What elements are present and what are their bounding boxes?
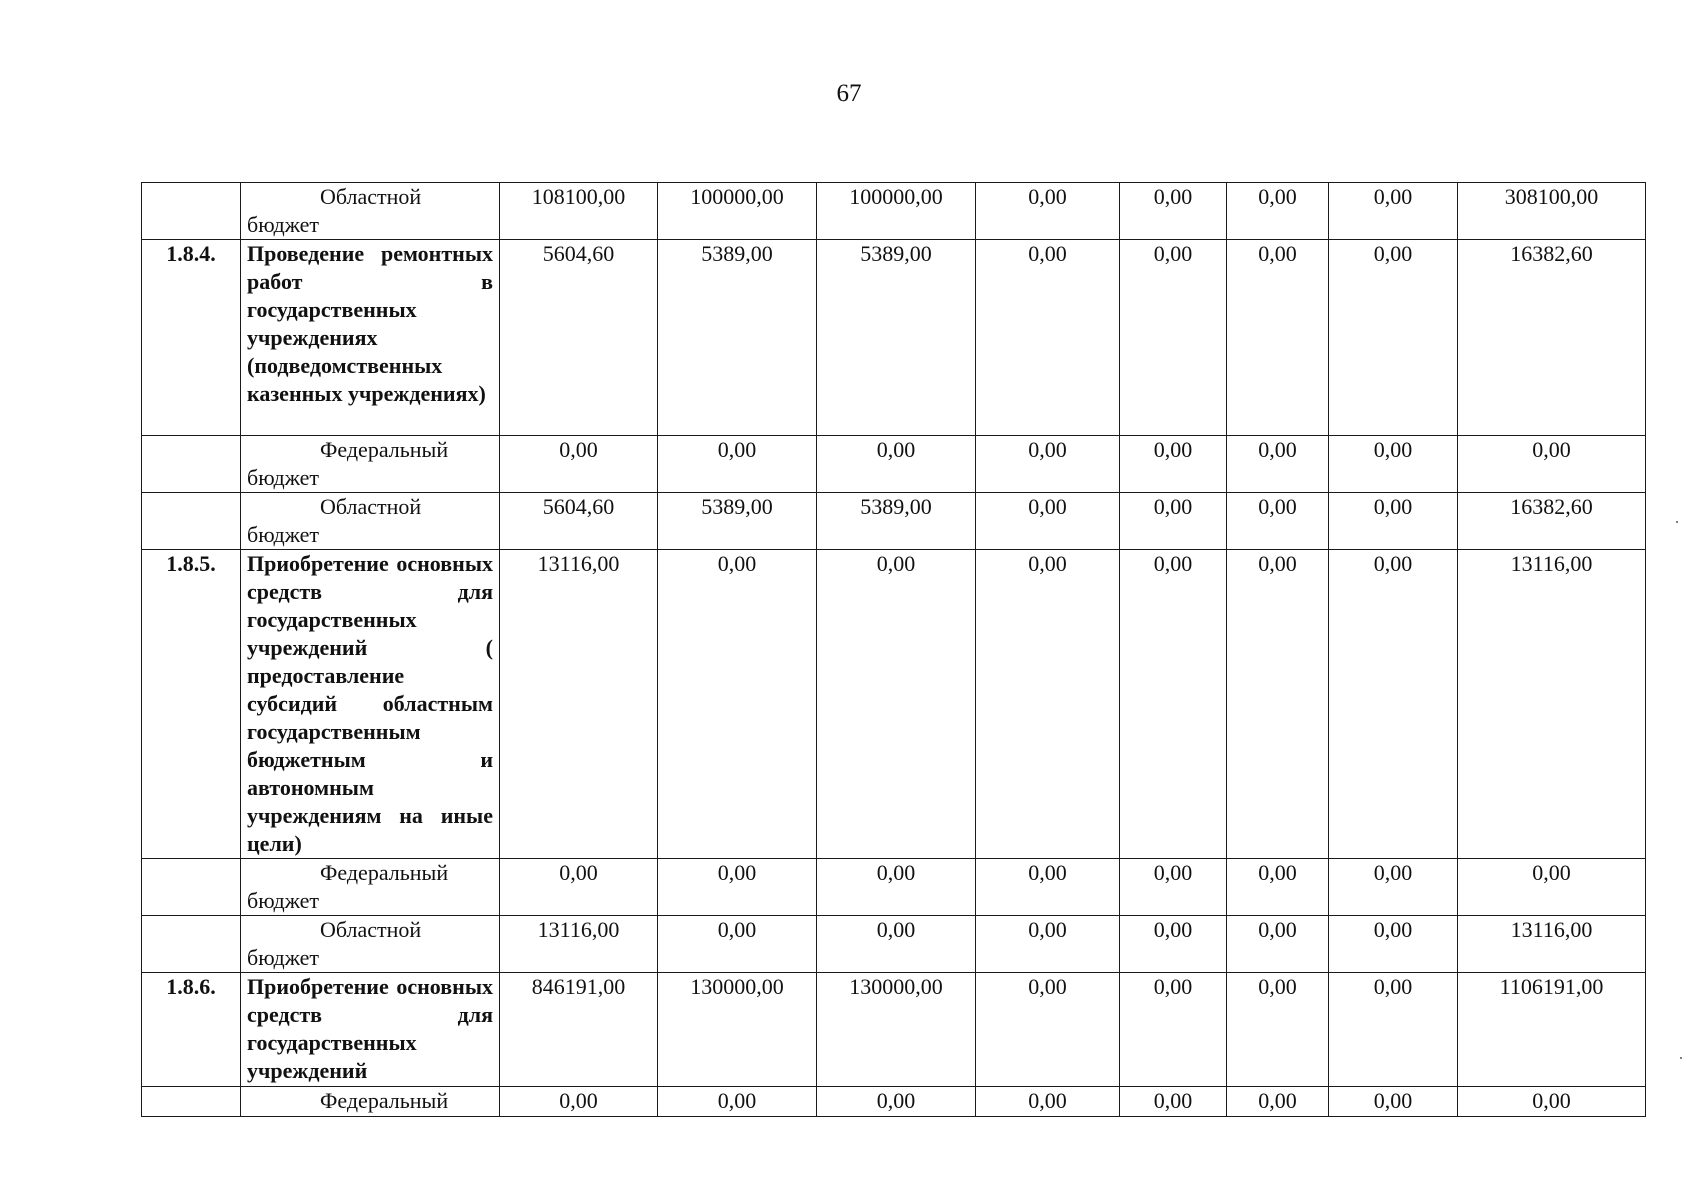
value-cell: 0,00: [817, 550, 976, 859]
value-cell: 0,00: [1120, 493, 1227, 550]
value-cell: 0,00: [658, 550, 817, 859]
value-cell: 0,00: [1227, 493, 1329, 550]
row-name: [241, 183, 500, 240]
table-row: [142, 493, 1646, 550]
value-cell: 13116,00: [500, 550, 658, 859]
row-code: [142, 859, 241, 916]
row-code: 1.8.5.: [142, 550, 241, 859]
value-cell: 0,00: [1120, 1087, 1227, 1117]
value-cell: 0,00: [976, 973, 1120, 1087]
row-code: [142, 916, 241, 973]
value-cell: 5604,60: [500, 240, 658, 436]
total-cell: 13116,00: [1458, 916, 1646, 973]
value-cell: 0,00: [658, 859, 817, 916]
value-cell: 0,00: [1227, 240, 1329, 436]
row-name: [241, 859, 500, 916]
value-cell: 0,00: [976, 493, 1120, 550]
value-cell: 5389,00: [658, 493, 817, 550]
scan-speck: [1680, 1057, 1682, 1059]
table-row: [142, 436, 1646, 493]
value-cell: 0,00: [658, 916, 817, 973]
value-cell: 0,00: [1120, 436, 1227, 493]
row-name: [241, 1087, 500, 1117]
funding-source-label: Областной: [320, 494, 422, 519]
value-cell: 5389,00: [817, 240, 976, 436]
total-cell: 0,00: [1458, 859, 1646, 916]
value-cell: 0,00: [1329, 973, 1458, 1087]
value-cell: 0,00: [1329, 240, 1458, 436]
value-cell: 0,00: [976, 1087, 1120, 1117]
row-name: [241, 916, 500, 973]
total-cell: 13116,00: [1458, 550, 1646, 859]
total-cell: 308100,00: [1458, 183, 1646, 240]
value-cell: 0,00: [1329, 1087, 1458, 1117]
table-row: [142, 183, 1646, 240]
total-cell: 0,00: [1458, 1087, 1646, 1117]
value-cell: 0,00: [817, 436, 976, 493]
value-cell: 0,00: [1329, 550, 1458, 859]
value-cell: 108100,00: [500, 183, 658, 240]
funding-source-label: Федеральный: [320, 437, 449, 462]
value-cell: 0,00: [976, 550, 1120, 859]
scan-speck: [1676, 521, 1678, 523]
row-name: [241, 493, 500, 550]
row-code: [142, 1087, 241, 1117]
row-name: [241, 436, 500, 493]
value-cell: 0,00: [976, 859, 1120, 916]
value-cell: 0,00: [817, 859, 976, 916]
table-row: [142, 550, 1646, 859]
value-cell: 0,00: [1329, 493, 1458, 550]
value-cell: 0,00: [817, 1087, 976, 1117]
table-row: [142, 240, 1646, 436]
value-cell: 0,00: [817, 916, 976, 973]
value-cell: 0,00: [1227, 550, 1329, 859]
value-cell: 0,00: [976, 240, 1120, 436]
value-cell: 0,00: [1227, 436, 1329, 493]
value-cell: 0,00: [1120, 859, 1227, 916]
value-cell: 0,00: [1120, 183, 1227, 240]
funding-source-label: Федеральный: [320, 1088, 449, 1113]
value-cell: 0,00: [1329, 859, 1458, 916]
total-cell: 0,00: [1458, 436, 1646, 493]
funding-source-label-cont: бюджет: [247, 465, 319, 490]
value-cell: 0,00: [1227, 973, 1329, 1087]
value-cell: 0,00: [500, 1087, 658, 1117]
value-cell: 0,00: [976, 436, 1120, 493]
value-cell: 5389,00: [658, 240, 817, 436]
table-row: [142, 916, 1646, 973]
value-cell: 0,00: [1227, 916, 1329, 973]
table-row: [142, 1087, 1646, 1117]
funding-source-label-cont: бюджет: [247, 945, 319, 970]
value-cell: 0,00: [1120, 973, 1227, 1087]
value-cell: 100000,00: [658, 183, 817, 240]
value-cell: 0,00: [1329, 183, 1458, 240]
table-row: [142, 973, 1646, 1087]
value-cell: 0,00: [976, 916, 1120, 973]
value-cell: 0,00: [500, 436, 658, 493]
total-cell: 1106191,00: [1458, 973, 1646, 1087]
value-cell: 0,00: [1227, 183, 1329, 240]
value-cell: 5604,60: [500, 493, 658, 550]
total-cell: 16382,60: [1458, 493, 1646, 550]
total-cell: 16382,60: [1458, 240, 1646, 436]
value-cell: 0,00: [500, 859, 658, 916]
row-code: [142, 183, 241, 240]
row-code: [142, 493, 241, 550]
budget-table: [141, 182, 1646, 1117]
value-cell: 0,00: [976, 183, 1120, 240]
value-cell: 0,00: [1329, 916, 1458, 973]
value-cell: 13116,00: [500, 916, 658, 973]
value-cell: 0,00: [1120, 240, 1227, 436]
row-code: 1.8.6.: [142, 973, 241, 1087]
funding-source-label: Областной: [320, 184, 422, 209]
row-code: 1.8.4.: [142, 240, 241, 436]
value-cell: 100000,00: [817, 183, 976, 240]
value-cell: 0,00: [658, 1087, 817, 1117]
row-name: Приобретение основных средств для государственных учреждений ( предоставление субсидий областным государственным бюджетным и автономным учреждениям на иные цели): [241, 550, 500, 859]
row-name: Приобретение основных средств для государственных учреждений: [241, 973, 500, 1087]
value-cell: 0,00: [1329, 436, 1458, 493]
value-cell: 130000,00: [817, 973, 976, 1087]
value-cell: 0,00: [1227, 1087, 1329, 1117]
funding-source-label: Областной: [320, 917, 422, 942]
funding-source-label-cont: бюджет: [247, 212, 319, 237]
value-cell: 0,00: [1227, 859, 1329, 916]
value-cell: 0,00: [1120, 550, 1227, 859]
page-number: 67: [836, 80, 862, 107]
value-cell: 0,00: [1120, 916, 1227, 973]
funding-source-label-cont: бюджет: [247, 522, 319, 547]
value-cell: 5389,00: [817, 493, 976, 550]
funding-source-label: Федеральный: [320, 860, 449, 885]
value-cell: 0,00: [658, 436, 817, 493]
funding-source-label-cont: бюджет: [247, 888, 319, 913]
row-name: Проведение ремонтных работ в государственных учреждениях (подведомственных казенных учреждениях): [241, 240, 500, 436]
row-code: [142, 436, 241, 493]
table-row: [142, 859, 1646, 916]
value-cell: 130000,00: [658, 973, 817, 1087]
value-cell: 846191,00: [500, 973, 658, 1087]
